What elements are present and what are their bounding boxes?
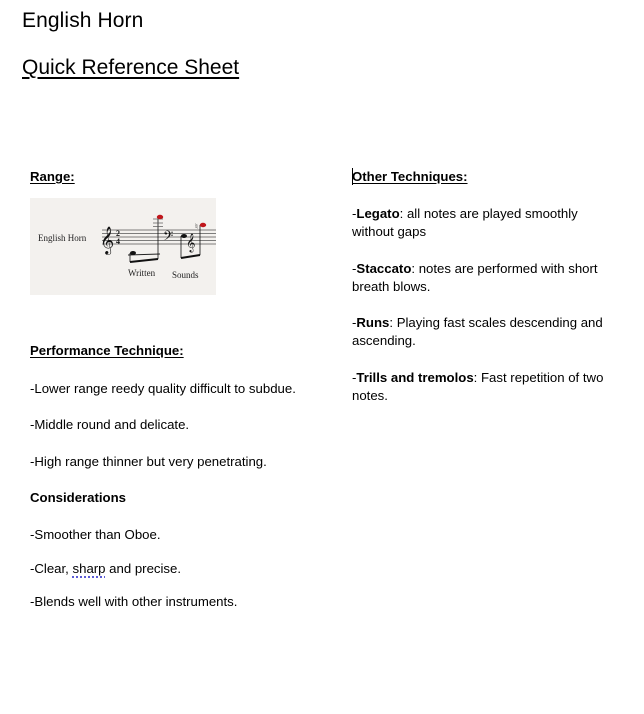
sounds-high-note <box>200 223 206 227</box>
performance-heading: Performance Technique: <box>30 343 184 358</box>
technique-item-legato <box>352 205 614 241</box>
document-title: English Horn <box>22 9 144 32</box>
technique-dash: - <box>352 261 357 276</box>
range-notation-image <box>30 198 216 295</box>
written-label: Written <box>128 268 156 278</box>
technique-dash: - <box>352 370 357 385</box>
technique-term: Legato <box>356 206 400 221</box>
range-heading: Range: <box>30 169 75 184</box>
consideration-item <box>30 560 181 578</box>
document-subtitle: Quick Reference Sheet <box>22 56 240 79</box>
technique-dash: - <box>352 206 357 221</box>
technique-description: : all notes are played smoothly without gaps <box>352 206 578 239</box>
treble-clef-small-icon: 𝄞 <box>186 233 196 252</box>
consideration-item <box>30 593 237 611</box>
technique-item-staccato <box>352 260 614 296</box>
sounds-notes <box>181 222 206 258</box>
performance-item: -High range thinner but very penetrating. <box>30 454 267 469</box>
treble-clef-icon: 𝄞 <box>100 226 115 254</box>
performance-item: -Middle round and delicate. <box>30 417 190 432</box>
technique-description: : notes are performed with short breath blows. <box>352 261 598 294</box>
technique-term: Runs <box>356 315 390 330</box>
consideration-text: and precise. <box>105 561 182 576</box>
other-techniques-heading: Other Techniques: <box>352 169 468 184</box>
time-signature-bottom: 4 <box>116 237 120 246</box>
consideration-text: -Smoother than Oboe. <box>30 527 161 542</box>
range-notation-svg <box>30 198 216 295</box>
spellcheck-flagged-word[interactable]: sharp <box>72 561 106 576</box>
written-low-note <box>130 251 136 255</box>
sounds-label: Sounds <box>172 270 199 280</box>
technique-item-trills <box>352 369 614 405</box>
considerations-heading: Considerations <box>30 490 126 505</box>
performance-item: -Lower range reedy quality difficult to subdue. <box>30 381 296 396</box>
time-signature-top: 2 <box>116 229 120 238</box>
technique-item-runs <box>352 314 614 350</box>
technique-description: : Playing fast scales descending and ascending. <box>352 315 603 348</box>
instrument-label: English Horn <box>38 233 87 243</box>
consideration-item <box>30 526 160 544</box>
technique-term: Staccato <box>356 261 412 276</box>
written-high-note <box>157 215 163 219</box>
bass-clef-icon: 𝄢 <box>163 228 174 247</box>
technique-term: Trills and tremolos <box>356 370 474 385</box>
natural-sign-icon: ♮ <box>195 222 198 231</box>
technique-description: : Fast repetition of two notes. <box>352 370 604 403</box>
consideration-text: -Clear, <box>30 561 73 576</box>
consideration-text: -Blends well with other instruments. <box>30 594 238 609</box>
technique-dash: - <box>352 315 357 330</box>
written-notes <box>128 215 163 262</box>
